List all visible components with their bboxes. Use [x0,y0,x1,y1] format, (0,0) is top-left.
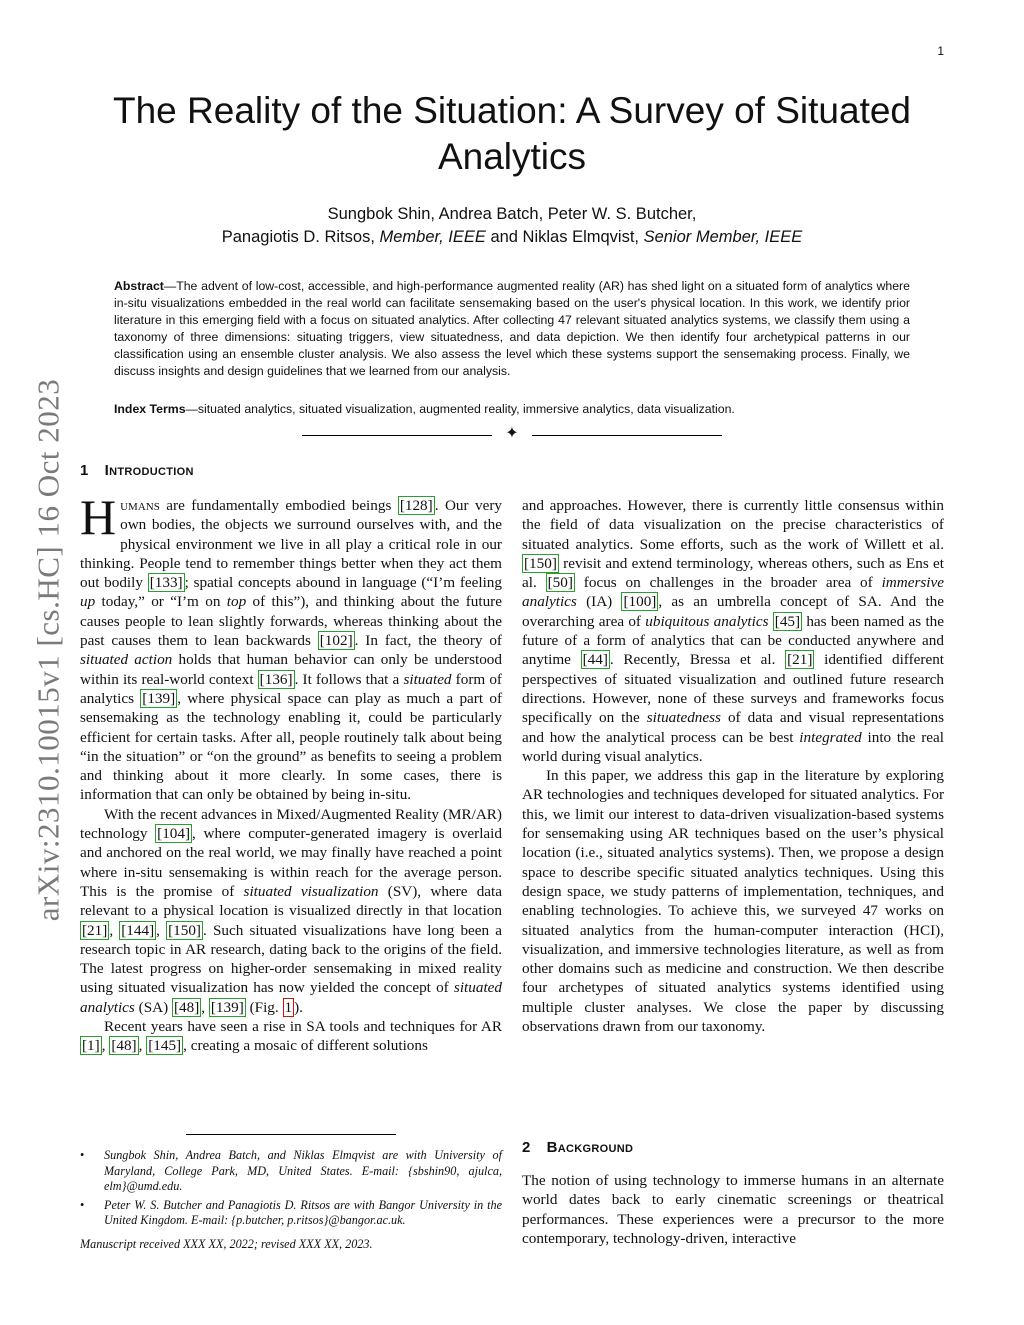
citation-link[interactable]: [150] [524,554,557,572]
paper-title: The Reality of the Situation: A Survey of Situated Analytics [112,90,912,177]
citation-link[interactable]: [136] [259,670,293,688]
background-column [522,1171,944,1248]
citation-link[interactable]: [145] [148,1037,182,1055]
footnote-divider [186,1134,396,1135]
paragraph: In this paper, we address this gap in the literature by exploring AR technologies and techniques developed for situated analytics. For this, we limit our interest to data-driven visualization-based systems for sensemaking using AR techniques based on the user’s physical location (i.e., situated analytics systems). Then, we propose a design space to describe specific situated analytics techniques. Using this design space, we study patterns of implementation, techniques, and enabling technologies. To achieve this, we surveyed 47 works on situated analytics from the human-computer interaction (HCI), visualization, and immersive technologies literature, as well as from other domains such as medicine and construction. We then describe four archetypes of situated analytics systems identified using multiple cluster analyses. We close the paper by discussing observations drawn from our taxonomy. [522,767,944,1036]
section-heading-introduction: 1 Introduction [80,462,194,479]
section-separator [302,427,722,443]
citation-link[interactable]: [21] [82,921,108,939]
citation-link[interactable]: [104] [157,825,191,843]
arxiv-identifier-stamp: arXiv:2310.10015v1 [cs.HC] 16 Oct 2023 [30,378,65,922]
citation-link[interactable]: [1] [82,1037,100,1055]
footnote-item: • Sungbok Shin, Andrea Batch, and Niklas Elmqvist are with University of Maryland, College Park, MD, United States. E-mail: {sbshin90, ajulca, elm}@umd.edu. [80,1148,502,1195]
abstract-label: Abstract [114,279,164,293]
citation-link[interactable]: [100] [623,593,657,611]
manuscript-note: Manuscript received XXX XX, 2022; revised XXX XX, 2023. [80,1236,373,1251]
citation-link[interactable]: [128] [399,497,433,514]
citation-link[interactable]: [139] [210,998,244,1016]
abstract [114,278,910,381]
citation-link[interactable]: [50] [547,574,573,592]
right-column [522,496,944,1036]
footnote-item: • Peter W. S. Butcher and Panagiotis D. Ritsos are with Bangor University in the United Kingdom. E-mail: {p.butcher, p.ritsos}@bangor.ac.uk. [80,1198,502,1229]
author-line-2: Panagiotis D. Ritsos, Member, IEEE and Niklas Elmqvist, Senior Member, IEEE [221,228,803,246]
left-column [80,489,503,1056]
abstract-text: —The advent of low-cost, accessible, and high-performance augmented reality (AR) has shed light on a situated form of analytics where in-situ visualizations embedded in the real world can facilitate sensemaking based on the user's physical location. In this work, we identify prior literature in this emerging field with a focus on situated analytics. After collecting 47 relevant situated analytics systems, we classify them using a taxonomy of three dimensions: situating triggers, view situatedness, and data depiction. We then identify four archetypical patterns in our classification using an ensemble cluster analysis. We also assess the level which these systems support the sensemaking process. Finally, we discuss insights and design guidelines that we learned from our analysis. [114,279,910,379]
paragraph: and approaches. However, there is currently little consensus within the field of data visualization on the precise characteristics of situated analytics. Some efforts, such as the work of Willett et al. [150] revisit and extend terminology, whereas others, such as Ens et al. [50] focus on challenges in the broader area of immersive analytics (IA) [100] , as an umbrella concept of SA. And the overarching area of ubiquitous analytics [45] has been named as the future of a form of analytics that can be conducted anywhere and anytime [44] . Recently, Bressa et al. [21] identified different perspectives of situated visualization and outlined future research directions. However, none of these surveys and frameworks focus specifically on the situatedness of data and visual representations and how the analytical process can be best integrated into the real world during visual analytics. [522,497,945,765]
citation-link[interactable]: [45] [774,612,801,630]
citation-link[interactable]: [48] [111,1037,137,1055]
citation-link[interactable]: [21] [787,651,813,669]
citation-link[interactable]: [102] [319,632,353,650]
index-terms: Index Terms—situated analytics, situated visualization, augmented reality, immersive analytics, data visualization. [114,402,735,416]
citation-link[interactable]: [150] [168,921,201,939]
citation-link[interactable]: [139] [142,689,176,707]
citation-link[interactable]: [133] [149,574,183,592]
citation-link[interactable]: [44] [582,651,608,669]
citation-link[interactable]: [48] [173,998,200,1016]
citation-link[interactable]: [144] [121,921,155,939]
paragraph: Recent years have seen a rise in SA tools and techniques for AR [1] , [48] , [145] , creating a mosaic of different solutions [82,1018,502,1055]
star-icon: ✦ [505,425,519,442]
page-number: 1 [937,44,944,58]
footnotes [80,1148,502,1253]
paragraph: Humans are fundamentally embodied beings [128] . Our very own bodies, the objects we surround ourselves with, and the physical environment we live in all play a critical role in our thinking. People tend to remember things better when they act them out bodily [133] ; spatial concepts abound in language (“I’m feeling up today,” or “I’m on top of this”), and thinking about the future causes people to lean slightly forwards, whereas thinking about the past causes them to lean backwards [102] . In fact, the theory of situated action holds that human behavior can only be understood within its real-world context [136] . It follows that a situated form of analytics [139] , where physical space can play as much a part of sensemaking as the technology enabling it, could be particularly efficient for certain tasks. After all, people routinely talk about being “in the situation” or “on the ground” as benefits to seeing a problem and thinking about it more clearly. In some cases, there is information that can only be obtained by being in-situ. [80,489,503,804]
section-heading-background: 2 Background [522,1139,634,1156]
author-line-1: Sungbok Shin, Andrea Batch, Peter W. S. Butcher, [327,205,697,223]
figure-reference-link[interactable]: 1 [284,998,293,1016]
paragraph: The notion of using technology to immerse humans in an alternate world dates back to early cinematic screenings or theatrical performances. These experiences were a precursor to the more contemporary, technology-driven, interactive [522,1172,944,1247]
paragraph: With the recent advances in Mixed/Augmented Reality (MR/AR) technology [104] , where computer-generated imagery is overlaid and anchored on the real world, we may finally have reached a point where in-situ sensemaking is within reach for the average person. This is the promise of situated visualization (SV), where data relevant to a physical location is visualized directly in that location [21] , [144] , [150] . Such situated visualizations have long been a research topic in AR research, dating back to the origins of the field. The latest progress on higher-order sensemaking in mixed reality using situated visualization has now yielded the concept of situated analytics (SA) [48] , [139] (Fig. 1 ). [80,805,502,1016]
author-list [80,203,944,249]
